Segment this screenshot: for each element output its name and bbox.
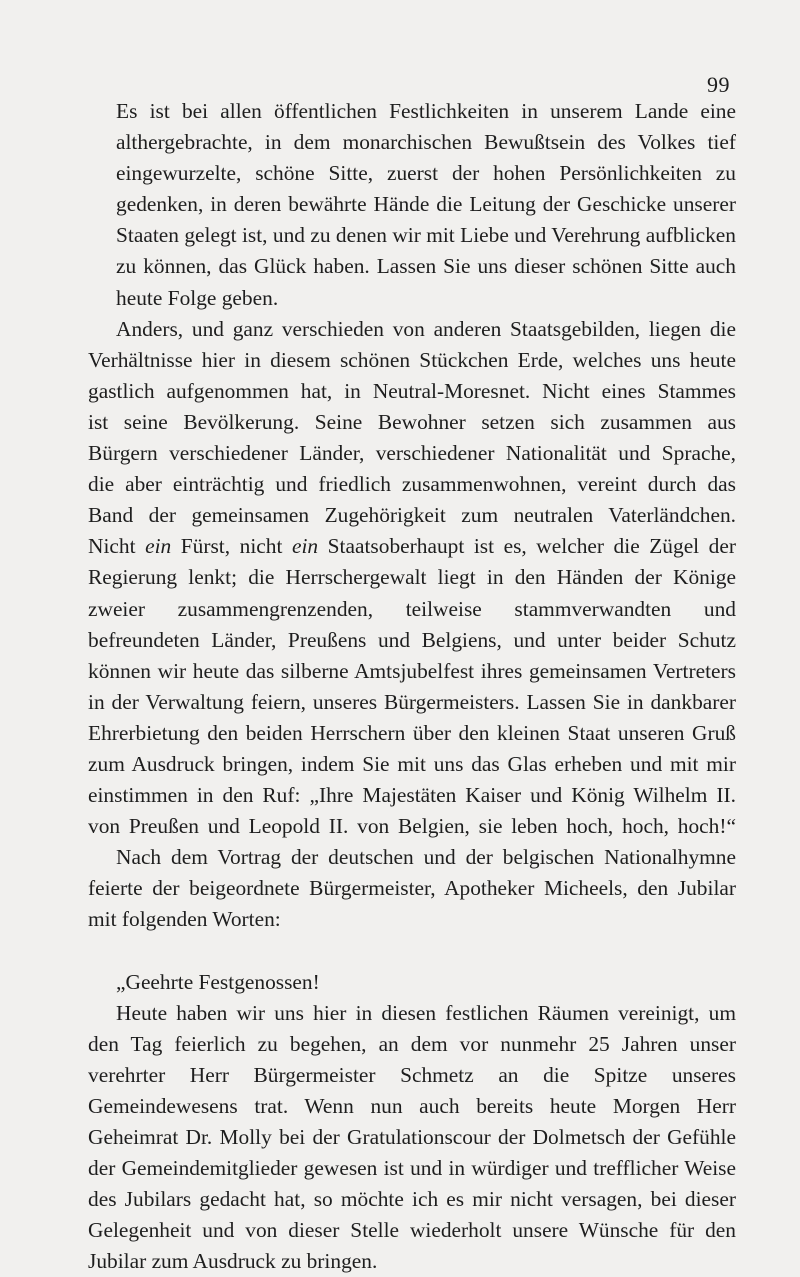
paragraph-5 (88, 998, 736, 1277)
text-line: zweier zusammengrenzenden, teilweise stammverwandten und (88, 596, 736, 621)
paragraph-3 (88, 842, 736, 935)
page-number: 99 (707, 72, 730, 97)
text-line: Verhältnisse hier in diesem schönen Stückchen Erde, welches uns heute (88, 347, 736, 372)
body-text (88, 96, 736, 1277)
text-line: Geheimrat Dr. Molly bei der Gratulationscour der Dolmetsch der Gefühle (88, 1125, 736, 1149)
text-line: können wir heute das silberne Amtsjubelfest ihres gemeinsamen Vertreters (88, 658, 736, 683)
text-line: Staaten gelegt ist, und zu denen wir mit Liebe und Verehrung aufblicken (116, 223, 736, 248)
text-line: gastlich aufgenommen hat, in Neutral-Moresnet. Nicht eines Stammes (88, 378, 736, 403)
text-line: Gelegenheit und von dieser Stelle wiederholt unsere Wünsche für den (88, 1218, 736, 1243)
paragraph-1 (88, 96, 736, 314)
text-line: von Preußen und Leopold II. von Belgien, sie leben hoch, hoch, hoch!“ (88, 814, 736, 839)
text-line: die aber einträchtig und friedlich zusammenwohnen, vereint durch das (88, 472, 736, 497)
text-line: heute Folge geben. (116, 285, 279, 310)
text-line: Jubilar zum Ausdruck zu bringen. (88, 1249, 378, 1274)
text-line: der Gemeindemitglieder gewesen ist und in würdiger und trefflicher Weise (88, 1156, 736, 1181)
text-line: einstimmen in den Ruf: „Ihre Majestäten Kaiser und König Wilhelm II. (88, 783, 736, 808)
text-line: Bürgern verschiedener Länder, verschiedener Nationalität und Sprache, (88, 441, 736, 466)
text-line: eingewurzelte, schöne Sitte, zuerst der hohen Persönlichkeiten zu (116, 161, 736, 186)
text-line: Band der gemeinsamen Zugehörigkeit zum neutralen Vaterländchen. (88, 503, 736, 528)
emphasis-text: ein (145, 534, 172, 559)
text-line: feierte der beigeordnete Bürgermeister, Apotheker Micheels, den Jubilar (88, 876, 736, 901)
text-line: verehrter Herr Bürgermeister Schmetz an die Spitze unseres (88, 1062, 736, 1087)
text-line: des Jubilars gedacht hat, so möchte ich es mir nicht versagen, bei dieser (88, 1187, 736, 1212)
text-line: gedenken, in deren bewährte Hände die Leitung der Geschicke unserer (116, 192, 736, 217)
text-line: althergebrachte, in dem monarchischen Bewußtsein des Volkes tief (116, 130, 736, 155)
text-segment: Staatsoberhaupt ist es, welcher die Zügel der (318, 534, 736, 559)
text-segment: Fürst, nicht (171, 534, 292, 559)
paragraph-2 (88, 314, 736, 843)
text-line-with-emphasis (88, 531, 736, 562)
text-line: in der Verwaltung feiern, unseres Bürgermeisters. Lassen Sie in dankbarer (88, 689, 736, 714)
emphasis-text: ein (291, 534, 319, 559)
text-line: Ehrerbietung den beiden Herrschern über den kleinen Staat unseren Gruß (88, 720, 736, 745)
text-line: Nach dem Vortrag der deutschen und der belgischen Nationalhymne (116, 845, 736, 870)
text-line: Es ist bei allen öffentlichen Festlichkeiten in unserem Lande eine (116, 99, 736, 123)
text-line: befreundeten Länder, Preußens und Belgiens, und unter beider Schutz (88, 627, 736, 652)
paragraph-spacer (88, 936, 736, 967)
text-line: Gemeindewesens trat. Wenn nun auch bereits heute Morgen Herr (88, 1093, 736, 1118)
text-line: ist seine Bevölkerung. Seine Bewohner setzen sich zusammen aus (88, 409, 736, 434)
text-segment: Nicht (88, 534, 146, 559)
text-line: Regierung lenkt; die Herrschergewalt liegt in den Händen der Könige (88, 565, 736, 590)
speech-greeting: „Geehrte Festgenossen! (116, 969, 320, 994)
text-line: zum Ausdruck bringen, indem Sie mit uns das Glas erheben und mit mir (88, 751, 736, 776)
text-line: zu können, das Glück haben. Lassen Sie uns dieser schönen Sitte auch (116, 254, 736, 279)
text-line: Anders, und ganz verschieden von anderen Staatsgebilden, liegen die (116, 316, 736, 341)
text-line: mit folgenden Worten: (88, 907, 281, 932)
text-line: den Tag feierlich zu begehen, an dem vor nunmehr 25 Jahren unser (88, 1031, 736, 1056)
text-line: Heute haben wir uns hier in diesen festlichen Räumen vereinigt, um (116, 1000, 736, 1025)
